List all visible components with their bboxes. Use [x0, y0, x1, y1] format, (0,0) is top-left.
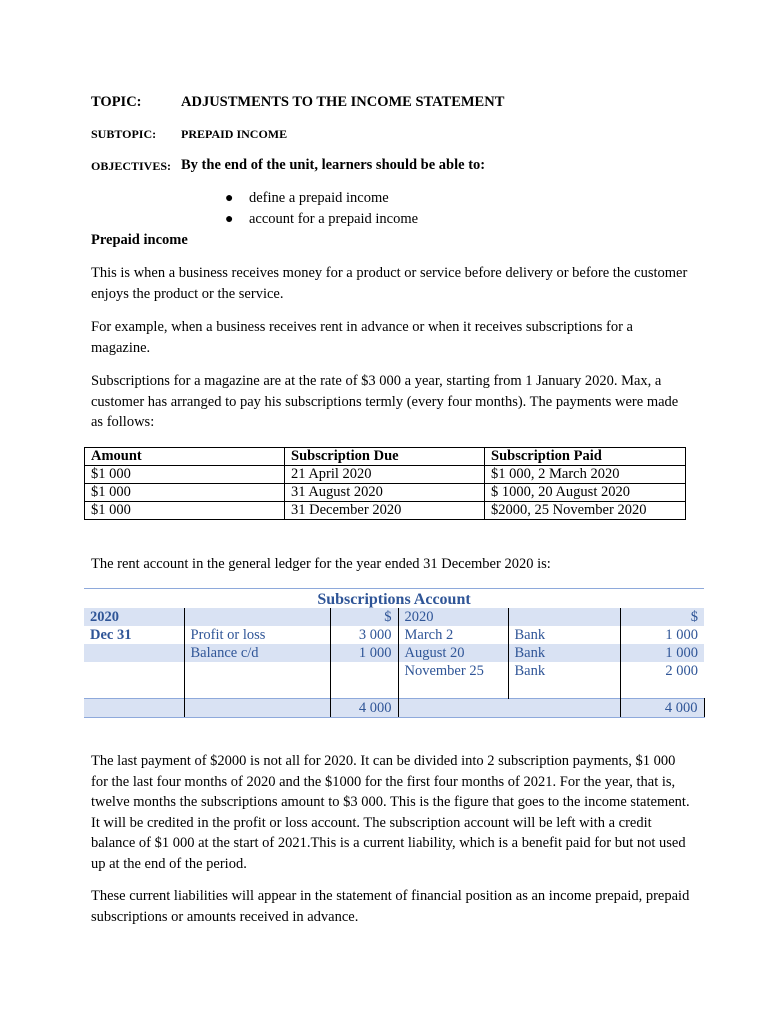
table-cell: 31 December 2020: [285, 502, 485, 520]
list-item: ● account for a prepaid income: [225, 209, 418, 230]
payments-table: [84, 447, 686, 520]
credit-details: Bank: [508, 644, 620, 662]
credit-amount: 1 000: [620, 626, 704, 644]
column-header: Subscription Paid: [485, 448, 686, 466]
section-heading: Prepaid income: [91, 232, 188, 248]
column-header: Subscription Due: [285, 448, 485, 466]
table-header-row: [85, 448, 686, 466]
table-cell: $ 1000, 20 August 2020: [485, 484, 686, 502]
debit-details: Profit or loss: [184, 626, 330, 644]
credit-year: 2020: [398, 608, 508, 626]
table-cell: 21 April 2020: [285, 466, 485, 484]
debit-year: 2020: [84, 608, 184, 626]
list-item: ● define a prepaid income: [225, 188, 418, 209]
credit-currency: $: [620, 608, 704, 626]
subtopic-label: SUBTOPIC:: [91, 127, 157, 141]
column-header: Amount: [85, 448, 285, 466]
table-cell: 31 August 2020: [285, 484, 485, 502]
objectives-list: [225, 188, 418, 230]
debit-amount: 1 000: [330, 644, 398, 662]
subtopic-value: PREPAID INCOME: [181, 127, 288, 141]
debit-date: Dec 31: [90, 627, 132, 643]
bullet-icon: ●: [225, 191, 234, 206]
paragraph-conclusion: These current liabilities will appear in the statement of financial position as an income prepaid, prepaid subscriptions or amounts received in advance.: [91, 888, 690, 925]
paragraph-ledger-intro: The rent account in the general ledger for the year ended 31 December 2020 is:: [91, 556, 551, 572]
bullet-icon: ●: [225, 212, 234, 227]
table-row: [84, 644, 704, 662]
credit-date: November 25: [398, 662, 508, 699]
credit-total: 4 000: [620, 699, 704, 718]
objectives-label: OBJECTIVES:: [91, 159, 172, 173]
topic-value: ADJUSTMENTS TO THE INCOME STATEMENT: [181, 94, 505, 110]
credit-details: Bank: [508, 626, 620, 644]
table-cell: $1 000: [85, 484, 285, 502]
debit-total: 4 000: [330, 699, 398, 718]
credit-details: Bank: [508, 662, 620, 699]
objectives-value: By the end of the unit, learners should be able to:: [181, 157, 486, 173]
paragraph-explanation: The last payment of $2000 is not all for 2020. It can be divided into 2 subscription payments, $1 000 for the last four months of 2020 and the $1000 for the first four months of 2021. For the year, that is, twelve months the subscriptions amount to $3 000. This is the figure that goes to the income statement. It will be credited in the profit or loss account. The subscription account will be left with a credit balance of $1 000 at the start of 2021.This is a current liability, which is a benefit paid for but not used up at the end of the period.: [91, 753, 690, 872]
table-row: [84, 626, 704, 644]
debit-currency: $: [330, 608, 398, 626]
credit-date: March 2: [398, 626, 508, 644]
credit-amount: 2 000: [620, 662, 704, 699]
paragraph-example: For example, when a business receives rent in advance or when it receives subscriptions for a magazine.: [91, 319, 633, 356]
topic-label: TOPIC:: [91, 94, 142, 110]
debit-amount: 3 000: [330, 626, 398, 644]
table-row: [85, 502, 686, 520]
ledger-totals-row: [84, 699, 704, 718]
table-cell: $1 000: [85, 502, 285, 520]
table-cell: $2000, 25 November 2020: [485, 502, 686, 520]
credit-date: August 20: [398, 644, 508, 662]
table-cell: $1 000, 2 March 2020: [485, 466, 686, 484]
credit-amount: 1 000: [620, 644, 704, 662]
ledger-table: [84, 608, 705, 718]
ledger-title: Subscriptions Account: [84, 588, 704, 609]
table-cell: $1 000: [85, 466, 285, 484]
table-row: [85, 466, 686, 484]
paragraph-scenario: Subscriptions for a magazine are at the rate of $3 000 a year, starting from 1 January 2020. Max, a customer has arranged to pay his subscriptions termly (every four months). The payments were made as follows:: [91, 373, 679, 430]
ledger-header-row: [84, 608, 704, 626]
table-row: [84, 662, 704, 699]
debit-details: Balance c/d: [184, 644, 330, 662]
paragraph-definition: This is when a business receives money for a product or service before delivery or before the customer enjoys the product or the service.: [91, 265, 688, 302]
table-row: [85, 484, 686, 502]
